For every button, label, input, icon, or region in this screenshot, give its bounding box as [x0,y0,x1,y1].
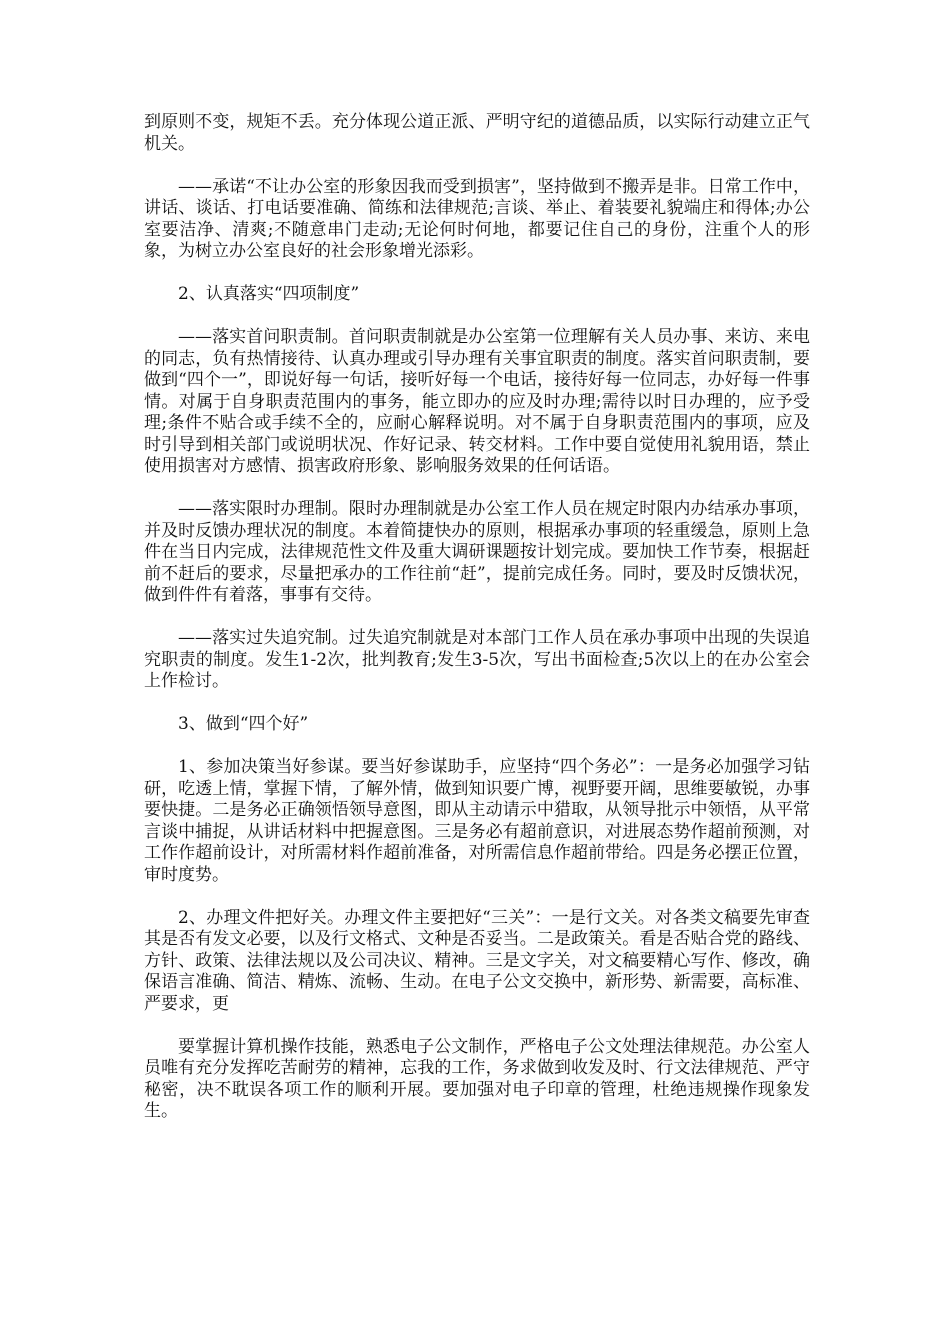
paragraph-decision-advisor: 1、参加决策当好参谋。要当好参谋助手，应坚持“四个务必”：一是务必加强学习钻研，吃透上情，掌握下情，了解外情，做到知识要广博，视野要开阔，思维要敏锐，办事要快捷。二是务必正确领悟领导意图，即从主动请示中猎取，从领导批示中领悟，从平常言谈中捕捉，从讲话材料中把握意图。三是务必有超前意识，对进展态势作超前预测，对工作作超前设计，对所需材料作超前准备，对所需信息作超前带给。四是务必摆正位置，审时度势。 [144,757,810,885]
paragraph-fault-accountability: ——落实过失追究制。过失追究制就是对本部门工作人员在承办事项中出现的失误追究职责的制度。发生1-2次，批判教育;发生3-5次，写出书面检查;5次以上的在办公室会上作检讨。 [144,628,810,691]
paragraph-document-handling: 2、办理文件把好关。办理文件主要把好“三关”：一是行文关。对各类文稿要先审查其是否有发文必要，以及行文格式、文种是否妥当。二是政策关。看是否贴合党的路线、方针、政策、法律法规以及公司决议、精神。三是文字关，对文稿要精心写作、修改，确保语言准确、简洁、精炼、流畅、生动。在电子公文交换中，新形势、新需要，高标准、严要求，更 [144,907,810,1014]
paragraph-first-inquiry: ——落实首问职责制。首问职责制就是办公室第一位理解有关人员办事、来访、来电的同志，负有热情接待、认真办理或引导办理有关事宜职责的制度。落实首问职责制，要做到“四个一”，即说好每一句话，接听好每一个电话，接待好每一位同志，办好每一件事情。对属于自身职责范围内的事务，能立即办的应及时办理;需待以时日办理的，应予受理;条件不贴合或手续不全的，应耐心解释说明。对不属于自身职责范围内的事项，应及时引导到相关部门或说明状况、作好记录、转交材料。工作中要自觉使用礼貌用语，禁止使用损害对方感情、损害政府形象、影响服务效果的任何话语。 [144,327,810,476]
paragraph-1: 到原则不变，规矩不丢。充分体现公道正派、严明守纪的道德品质，以实际行动建立正气机关。 [144,112,810,154]
paragraph-2: ——承诺“不让办公室的形象因我而受到损害”，坚持做到不搬弄是非。日常工作中，讲话、谈话、打电话要准确、简练和法律规范;言谈、举止、着装要礼貌端庄和得体;办公室要洁净、清爽;不随意串门走动;无论何时何地，都要记住自己的身份，注重个人的形象，为树立办公室良好的社会形象增光添彩。 [144,176,810,261]
paragraph-computer-skills: 要掌握计算机操作技能，熟悉电子公文制作，严格电子公文处理法律规范。办公室人员唯有充分发挥吃苦耐劳的精神，忘我的工作，务求做到收发及时、行文法律规范、严守秘密，决不耽误各项工作的顺利开展。要加强对电子印章的管理，杜绝违规操作现象发生。 [144,1036,810,1121]
section-heading-four-goods: 3、做到“四个好” [178,714,309,734]
paragraph-time-limit: ——落实限时办理制。限时办理制就是办公室工作人员在规定时限内办结承办事项，并及时反馈办理状况的制度。本着简捷快办的原则，根据承办事项的轻重缓急，原则上急件在当日内完成，法律规范性文件及重大调研课题按计划完成。要加快工作节奏，根据赶前不赶后的要求，尽量把承办的工作往前“赶”，提前完成任务。同时，要及时反馈状况，做到件件有着落，事事有交待。 [144,499,810,605]
document-page [144,112,810,1144]
section-heading-four-systems: 2、认真落实“四项制度” [178,284,360,304]
